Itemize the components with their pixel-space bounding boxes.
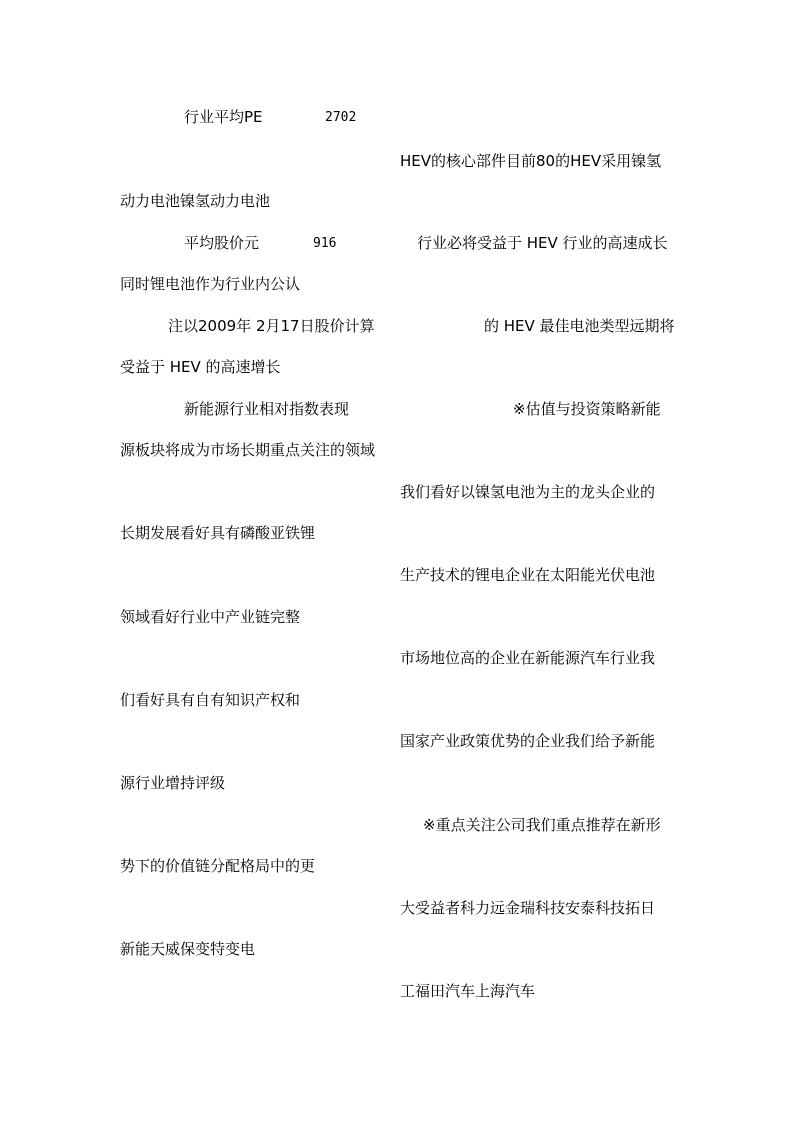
text-line: 国家产业政策优势的企业我们给予新能 — [400, 732, 656, 750]
text-line: ※重点关注公司我们重点推荐在新形 — [423, 816, 661, 834]
text-line: 平均股价元 — [184, 234, 260, 252]
text-line: 生产技术的锂电企业在太阳能光伏电池 — [400, 566, 656, 584]
text-line: 势下的价值链分配格局中的更 — [120, 857, 316, 875]
text-line: 行业平均PE — [184, 108, 263, 126]
text-line: 动力电池镍氢动力电池 — [120, 192, 271, 210]
text-line: 注以2009年 2月17日股价计算 — [168, 317, 375, 335]
text-line: 源行业增持评级 — [120, 774, 226, 792]
text-line: 行业必将受益于 HEV 行业的高速成长 — [417, 234, 668, 252]
text-line: 同时锂电池作为行业内公认 — [120, 275, 301, 293]
text-line: 大受益者科力远金瑞科技安泰科技拓日 — [400, 899, 656, 917]
text-line: 领域看好行业中产业链完整 — [120, 608, 301, 626]
text-value: 2702 — [325, 110, 357, 125]
text-line: 我们看好以镍氢电池为主的龙头企业的 — [400, 483, 656, 501]
text-line: HEV的核心部件目前80的HEV采用镍氢 — [400, 152, 662, 170]
text-line: 新能源行业相对指数表现 — [184, 400, 350, 418]
text-line: 工福田汽车上海汽车 — [400, 982, 536, 1000]
text-line: 源板块将成为市场长期重点关注的领域 — [120, 441, 376, 459]
text-line: 的 HEV 最佳电池类型远期将 — [484, 317, 675, 335]
text-line: 市场地位高的企业在新能源汽车行业我 — [400, 649, 656, 667]
text-line: 们看好具有自有知识产权和 — [120, 691, 301, 709]
text-line: ※估值与投资策略新能 — [513, 400, 661, 418]
text-line: 受益于 HEV 的高速增长 — [120, 358, 281, 376]
text-line: 长期发展看好具有磷酸亚铁锂 — [120, 524, 316, 542]
text-line: 新能天威保变特变电 — [120, 940, 256, 958]
text-value: 916 — [313, 236, 337, 251]
